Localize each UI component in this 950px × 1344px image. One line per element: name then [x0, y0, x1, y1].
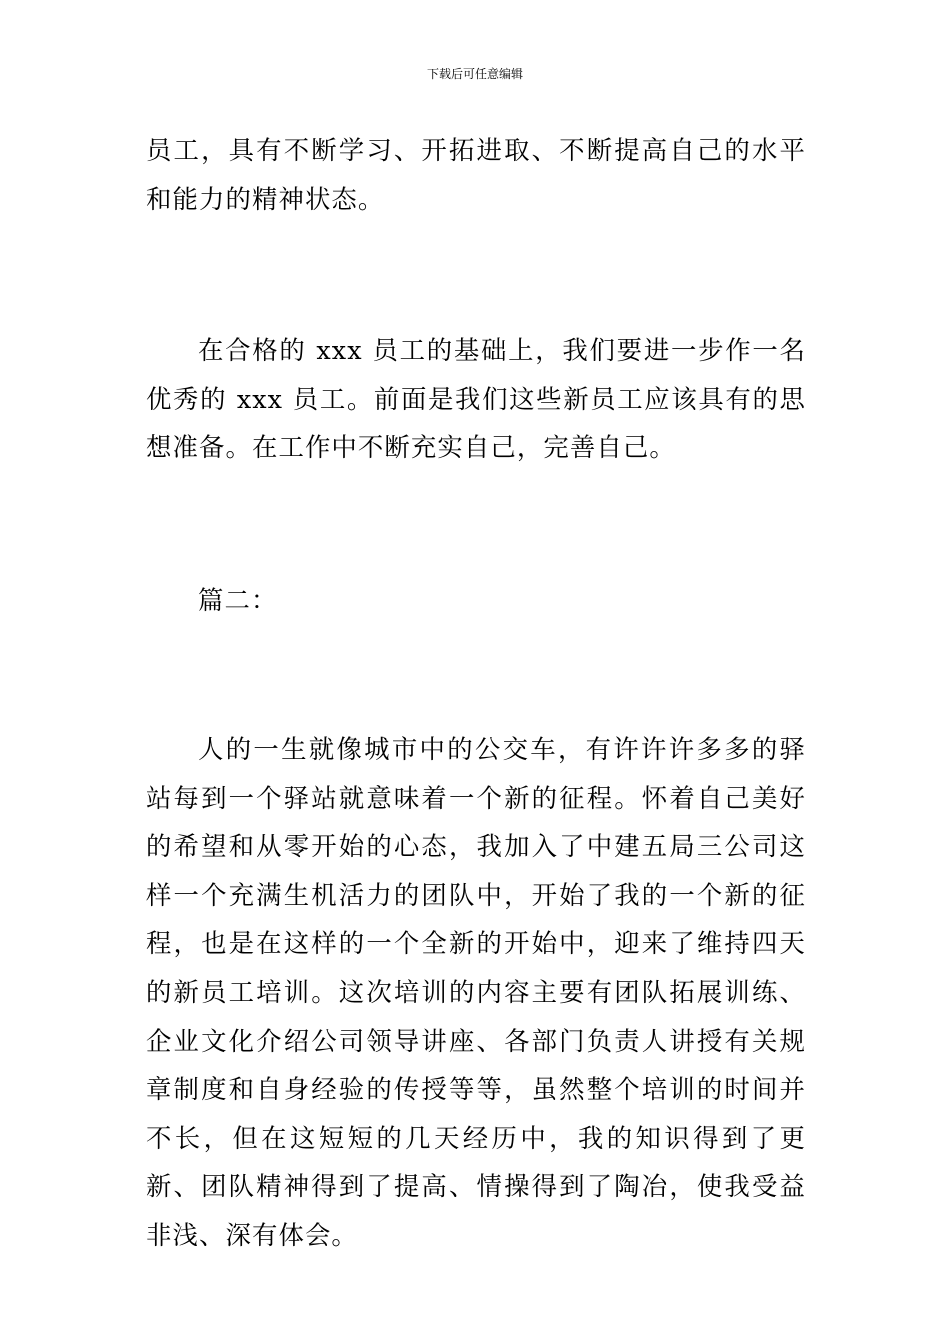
paragraph-excellent-employee: 在合格的 xxx 员工的基础上，我们要进一步作一名优秀的 xxx 员工。前面是我们这些新员工应该具有的思想准备。在工作中不断充实自己，完善自己。: [146, 335, 806, 463]
section-heading-part-two: 篇二：: [198, 585, 278, 615]
paragraph-continuation: 员工，具有不断学习、开拓进取、不断提高自己的水平和能力的精神状态。: [146, 135, 806, 214]
page-header-note: 下载后可任意编辑: [426, 67, 523, 81]
paragraph-training-experience: 人的一生就像城市中的公交车，有许许许多多的驿站每到一个驿站就意味着一个新的征程。怀着自己美好的希望和从零开始的心态，我加入了中建五局三公司这样一个充满生机活力的团队中，开始了我的一个新的征程，也是在这样的一个全新的开始中，迎来了维持四天的新员工培训。这次培训的内容主要有团队拓展训练、企业文化介绍公司领导讲座、各部门负责人讲授有关规章制度和自身经验的传授等等，虽然整个培训的时间并不长，但在这短短的几天经历中，我的知识得到了更新、团队精神得到了提高、情操得到了陶冶，使我受益非浅、深有体会。: [146, 734, 806, 1250]
